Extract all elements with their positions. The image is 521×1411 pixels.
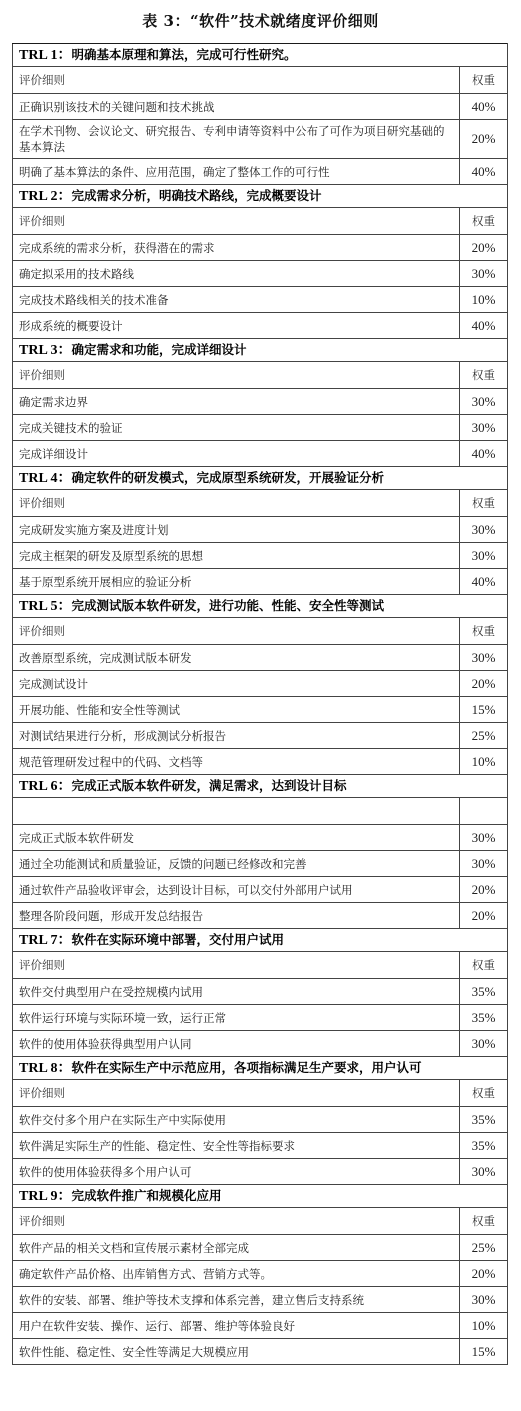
weight-column-header: 权重 [460, 362, 508, 389]
weight-cell: 35% [460, 1005, 508, 1031]
criteria-cell: 完成正式版本软件研发 [13, 825, 460, 851]
criteria-cell: 通过全功能测试和质量验证，反馈的问题已经修改和完善 [13, 851, 460, 877]
criteria-cell: 明确了基本算法的条件、应用范围，确定了整体工作的可行性 [13, 159, 460, 185]
table-row [13, 1107, 508, 1133]
criteria-cell: 软件的使用体验获得多个用户认可 [13, 1159, 460, 1185]
trl-level-heading [13, 44, 508, 67]
table-row [13, 1031, 508, 1057]
trl-level-heading [13, 1057, 508, 1080]
criteria-cell: 确定软件产品价格、出库销售方式、营销方式等。 [13, 1261, 460, 1287]
trl-level-title: 完成正式版本软件研发，满足需求，达到设计目标 [71, 777, 347, 793]
table-row [13, 697, 508, 723]
criteria-cell: 完成研发实施方案及进度计划 [13, 517, 460, 543]
table-row [13, 851, 508, 877]
table-row [13, 1005, 508, 1031]
weight-cell: 30% [460, 415, 508, 441]
criteria-column-header: 评价细则 [13, 952, 460, 979]
weight-column-header: 权重 [460, 67, 508, 94]
trl-level-title: 明确基本原理和算法，完成可行性研究。 [71, 46, 297, 62]
criteria-cell: 基于原型系统开展相应的验证分析 [13, 569, 460, 595]
trl-level-code: TRL 4： [19, 470, 72, 486]
trl-level-title: 确定软件的研发模式，完成原型系统研发，开展验证分析 [71, 469, 385, 485]
table-row [13, 1339, 508, 1365]
criteria-column-header: 评价细则 [13, 208, 460, 235]
weight-cell: 30% [460, 543, 508, 569]
weight-cell: 30% [460, 261, 508, 287]
weight-cell: 30% [460, 1159, 508, 1185]
trl-evaluation-table [12, 43, 508, 1365]
column-header-row [13, 952, 508, 979]
trl-level-code: TRL 6： [19, 778, 72, 794]
column-header-row [13, 362, 508, 389]
criteria-cell: 确定拟采用的技术路线 [13, 261, 460, 287]
trl-level-code: TRL 5： [19, 598, 72, 614]
criteria-cell: 用户在软件安装、操作、运行、部署、维护等体验良好 [13, 1313, 460, 1339]
weight-cell: 40% [460, 569, 508, 595]
table-row [13, 723, 508, 749]
table-row [13, 159, 508, 185]
column-header-row [13, 1080, 508, 1107]
weight-column-header: 权重 [460, 618, 508, 645]
trl-level-code: TRL 2： [19, 188, 72, 204]
criteria-cell: 开展功能、性能和安全性等测试 [13, 697, 460, 723]
weight-cell: 40% [460, 94, 508, 120]
table-row [13, 543, 508, 569]
trl-level-heading-row [13, 595, 508, 618]
trl-level-heading [13, 467, 508, 490]
column-header-row [13, 490, 508, 517]
table-row [13, 1235, 508, 1261]
weight-cell: 40% [460, 159, 508, 185]
table-row [13, 569, 508, 595]
trl-level-title: 确定需求和功能，完成详细设计 [71, 341, 247, 357]
weight-cell: 15% [460, 1339, 508, 1365]
weight-cell: 30% [460, 645, 508, 671]
trl-level-heading-row [13, 185, 508, 208]
trl-level-heading [13, 775, 508, 798]
table-row [13, 120, 508, 159]
criteria-cell: 软件性能、稳定性、安全性等满足大规模应用 [13, 1339, 460, 1365]
table-row [13, 877, 508, 903]
document-title: 表 3：“软件”技术就绪度评价细则 [142, 12, 379, 30]
trl-level-code: TRL 1： [19, 47, 72, 63]
weight-cell: 40% [460, 441, 508, 467]
trl-level-heading-row [13, 1185, 508, 1208]
weight-cell: 35% [460, 979, 508, 1005]
trl-level-title: 完成测试版本软件研发，进行功能、性能、安全性等测试 [71, 597, 385, 613]
criteria-column-header: 评价细则 [13, 618, 460, 645]
table-row [13, 645, 508, 671]
trl-level-heading-row [13, 775, 508, 798]
criteria-cell: 完成详细设计 [13, 441, 460, 467]
weight-column-header: 权重 [460, 1208, 508, 1235]
weight-cell: 10% [460, 287, 508, 313]
weight-column-header: 权重 [460, 1080, 508, 1107]
table-row [13, 313, 508, 339]
table-row [13, 1287, 508, 1313]
weight-cell: 20% [460, 877, 508, 903]
trl-level-code: TRL 8： [19, 1060, 72, 1076]
trl-level-heading-row [13, 1057, 508, 1080]
weight-cell: 20% [460, 120, 508, 159]
criteria-cell: 软件交付典型用户在受控规模内试用 [13, 979, 460, 1005]
table-row [13, 389, 508, 415]
table-row [13, 749, 508, 775]
weight-cell: 30% [460, 1031, 508, 1057]
trl-level-title: 完成软件推广和规模化应用 [71, 1187, 222, 1203]
table-row [13, 261, 508, 287]
criteria-cell: 确定需求边界 [13, 389, 460, 415]
trl-level-heading [13, 595, 508, 618]
trl-level-heading [13, 185, 508, 208]
table-row [13, 671, 508, 697]
weight-cell: 20% [460, 903, 508, 929]
table-row [13, 1159, 508, 1185]
weight-cell: 10% [460, 749, 508, 775]
trl-level-heading-row [13, 467, 508, 490]
trl-level-heading-row [13, 929, 508, 952]
weight-cell: 30% [460, 825, 508, 851]
criteria-cell: 完成测试设计 [13, 671, 460, 697]
weight-column-header: 权重 [460, 208, 508, 235]
table-row [13, 903, 508, 929]
weight-column-header: 权重 [460, 490, 508, 517]
criteria-column-header: 评价细则 [13, 1080, 460, 1107]
criteria-column-header: 评价细则 [13, 490, 460, 517]
criteria-cell: 软件产品的相关文档和宣传展示素材全部完成 [13, 1235, 460, 1261]
trl-level-heading [13, 339, 508, 362]
table-row [13, 517, 508, 543]
criteria-cell: 软件运行环境与实际环境一致，运行正常 [13, 1005, 460, 1031]
criteria-column-header [13, 798, 460, 825]
weight-cell: 35% [460, 1133, 508, 1159]
table-row [13, 441, 508, 467]
weight-cell: 30% [460, 1287, 508, 1313]
criteria-cell: 通过软件产品验收评审会，达到设计目标，可以交付外部用户试用 [13, 877, 460, 903]
table-row [13, 94, 508, 120]
table-row [13, 1261, 508, 1287]
weight-cell: 30% [460, 517, 508, 543]
table-row [13, 415, 508, 441]
criteria-cell: 软件的使用体验获得典型用户认同 [13, 1031, 460, 1057]
trl-level-heading-row [13, 339, 508, 362]
criteria-cell: 完成技术路线相关的技术准备 [13, 287, 460, 313]
weight-cell: 25% [460, 1235, 508, 1261]
criteria-cell: 整理各阶段问题，形成开发总结报告 [13, 903, 460, 929]
criteria-cell: 软件的安装、部署、维护等技术支撑和体系完善，建立售后支持系统 [13, 1287, 460, 1313]
weight-cell: 15% [460, 697, 508, 723]
column-header-row [13, 208, 508, 235]
column-header-row [13, 798, 508, 825]
weight-cell: 30% [460, 389, 508, 415]
criteria-cell: 完成关键技术的验证 [13, 415, 460, 441]
criteria-column-header: 评价细则 [13, 1208, 460, 1235]
weight-column-header [460, 798, 508, 825]
criteria-cell: 完成系统的需求分析，获得潜在的需求 [13, 235, 460, 261]
weight-cell: 30% [460, 851, 508, 877]
trl-level-code: TRL 9： [19, 1188, 72, 1204]
trl-level-heading-row [13, 44, 508, 67]
weight-cell: 40% [460, 313, 508, 339]
table-row [13, 1313, 508, 1339]
criteria-cell: 形成系统的概要设计 [13, 313, 460, 339]
criteria-cell: 在学术刊物、会议论文、研究报告、专利申请等资料中公布了可作为项目研究基础的基本算法 [13, 120, 460, 159]
criteria-column-header: 评价细则 [13, 67, 460, 94]
criteria-cell: 正确识别该技术的关键问题和技术挑战 [13, 94, 460, 120]
trl-level-code: TRL 7： [19, 932, 72, 948]
weight-cell: 35% [460, 1107, 508, 1133]
table-row [13, 1133, 508, 1159]
weight-cell: 20% [460, 1261, 508, 1287]
column-header-row [13, 67, 508, 94]
column-header-row [13, 618, 508, 645]
criteria-cell: 改善原型系统，完成测试版本研发 [13, 645, 460, 671]
criteria-cell: 软件交付多个用户在实际生产中实际使用 [13, 1107, 460, 1133]
column-header-row [13, 1208, 508, 1235]
criteria-cell: 完成主框架的研发及原型系统的思想 [13, 543, 460, 569]
table-row [13, 825, 508, 851]
criteria-cell: 软件满足实际生产的性能、稳定性、安全性等指标要求 [13, 1133, 460, 1159]
trl-level-title: 完成需求分析，明确技术路线，完成概要设计 [71, 187, 322, 203]
trl-level-title: 软件在实际环境中部署，交付用户试用 [71, 931, 285, 947]
table-row [13, 979, 508, 1005]
table-row [13, 235, 508, 261]
weight-column-header: 权重 [460, 952, 508, 979]
criteria-cell: 对测试结果进行分析，形成测试分析报告 [13, 723, 460, 749]
weight-cell: 20% [460, 235, 508, 261]
weight-cell: 25% [460, 723, 508, 749]
trl-level-code: TRL 3： [19, 342, 72, 358]
trl-level-heading [13, 1185, 508, 1208]
trl-level-heading [13, 929, 508, 952]
trl-level-title: 软件在实际生产中示范应用，各项指标满足生产要求，用户认可 [71, 1059, 422, 1075]
criteria-cell: 规范管理研发过程中的代码、文档等 [13, 749, 460, 775]
table-row [13, 287, 508, 313]
weight-cell: 10% [460, 1313, 508, 1339]
criteria-column-header: 评价细则 [13, 362, 460, 389]
weight-cell: 20% [460, 671, 508, 697]
